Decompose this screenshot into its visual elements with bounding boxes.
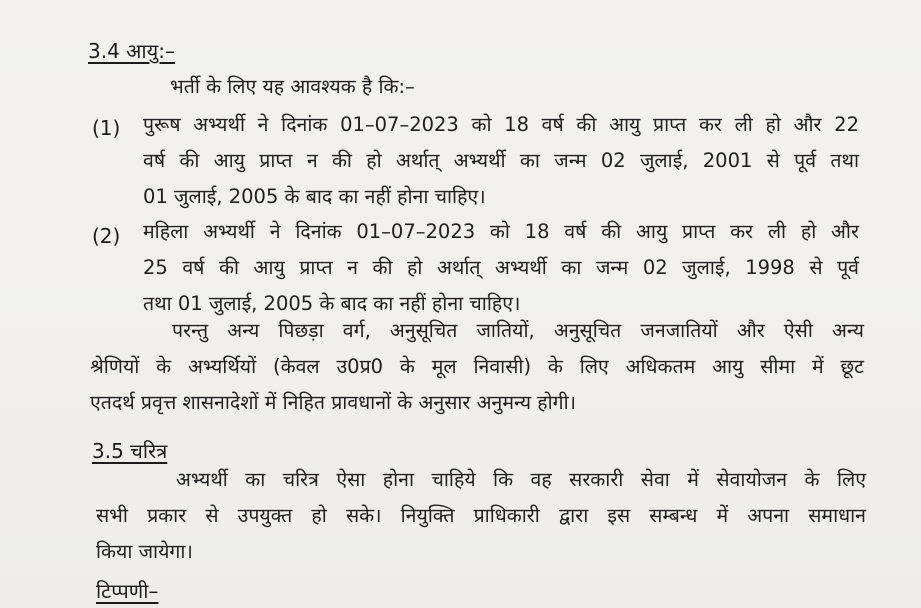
item-1-number: (1) (92, 116, 121, 140)
item-2-line-3: तथा 01 जुलाई, 2005 के बाद का नहीं होना चाहिए। (143, 292, 521, 315)
section-3-5-line-1: अभ्यर्थी का चरित्र ऐसा होना चाहिये कि वह सरकारी सेवा में सेवायोजन के लिए (176, 468, 866, 491)
item-1-line-3: 01 जुलाई, 2005 के बाद का नहीं होना चाहिए। (143, 185, 486, 208)
note-heading: टिप्पणी– (96, 579, 159, 603)
section-3-5-line-2: सभी प्रकार से उपयुक्त हो सके। नियुक्ति प्राधिकारी द्वारा इस सम्बन्ध में अपना समाधान (96, 504, 866, 527)
item-2-number: (2) (92, 224, 121, 248)
item-2-line-2: 25 वर्ष की आयु प्राप्त न की हो अर्थात् अभ्यर्थी का जन्म 02 जुलाई, 1998 से पूर्व (143, 256, 859, 279)
section-3-4-heading: 3.4 आयु:– (88, 39, 175, 63)
section-3-5-heading: 3.5 चरित्र (92, 439, 168, 463)
relaxation-line-3: एतदर्थ प्रवृत्त शासनादेशों में निहित प्रावधानों के अनुसार अनुमन्य होगी। (90, 391, 577, 414)
relaxation-line-1: परन्तु अन्य पिछड़ा वर्ग, अनुसूचित जातियों, अनुसूचित जनजातियों और ऐसी अन्य (172, 319, 864, 342)
item-1-line-2: वर्ष की आयु प्राप्त न की हो अर्थात् अभ्यर्थी का जन्म 02 जुलाई, 2001 से पूर्व तथा (143, 149, 859, 172)
section-3-5-line-3: किया जायेगा। (96, 540, 193, 563)
relaxation-line-2: श्रेणियों के अभ्यर्थियों (केवल उ0प्र0 के मूल निवासी) के लिए अधिकतम आयु सीमा में छूट (90, 355, 864, 378)
section-3-4-intro: भर्ती के लिए यह आवश्यक है कि:– (170, 75, 415, 98)
item-1-line-1: पुरूष अभ्यर्थी ने दिनांक 01–07–2023 को 18 वर्ष की आयु प्राप्त कर ली हो और 22 (143, 113, 859, 136)
item-2-line-1: महिला अभ्यर्थी ने दिनांक 01–07–2023 को 18 वर्ष की आयु प्राप्त कर ली हो और (143, 220, 859, 243)
